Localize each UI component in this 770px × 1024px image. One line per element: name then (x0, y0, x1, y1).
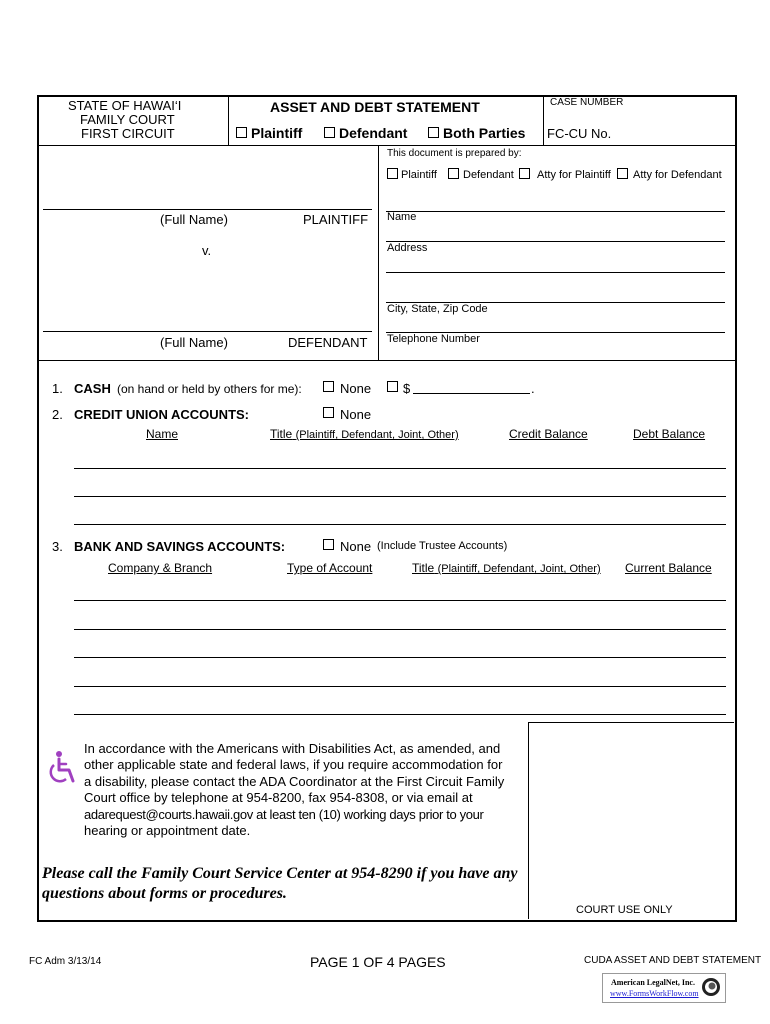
case-number-label: CASE NUMBER (550, 97, 624, 108)
form-title: ASSET AND DEBT STATEMENT (270, 99, 480, 115)
ada-line-3: a disability, please contact the ADA Coordinator at the First Circuit Family (84, 774, 505, 789)
credit-union-col-name: Name (146, 427, 179, 441)
bank-none-label: None (340, 539, 372, 554)
versus-label: v. (202, 243, 212, 258)
credit-union-none-label: None (340, 407, 372, 422)
vendor-url[interactable]: www.FormsWorkFlow.com (610, 989, 699, 998)
bank-number: 3. (52, 539, 63, 554)
service-center-line-2: questions about forms or procedures. (42, 885, 287, 902)
prepared-by-label: This document is prepared by: (387, 148, 522, 159)
credit-union-number: 2. (52, 407, 63, 422)
caption-divider (378, 145, 379, 360)
vendor-badge (602, 973, 726, 1003)
preparer-top-line (386, 211, 725, 212)
bank-entry-line-4[interactable] (74, 686, 726, 687)
preparer-name-label: Name (387, 211, 417, 223)
credit-union-title: CREDIT UNION ACCOUNTS: (74, 407, 250, 422)
filer-both-label: Both Parties (443, 125, 526, 141)
prepared-defendant-label: Defendant (463, 169, 514, 181)
header-divider-1 (228, 95, 229, 145)
ada-line-2: other applicable state and federal laws, if you require accommodation for (84, 757, 503, 772)
header-divider-2 (543, 95, 544, 145)
preparer-name-line[interactable] (386, 241, 725, 242)
credit-union-col-title-word: Title (270, 427, 293, 441)
prepared-atty-defendant-checkbox[interactable] (617, 168, 628, 179)
wheelchair-icon (45, 750, 77, 786)
ada-line-6: hearing or appointment date. (84, 823, 251, 838)
bank-entry-line-1[interactable] (74, 600, 726, 601)
credit-union-none-checkbox[interactable] (323, 407, 334, 418)
cash-currency-symbol: $ (403, 381, 411, 396)
credit-union-col-credit: Credit Balance (509, 427, 588, 441)
filer-plaintiff-checkbox[interactable] (236, 127, 247, 138)
bank-col-balance: Current Balance (625, 561, 712, 575)
bank-col-company: Company & Branch (108, 561, 213, 575)
court-line-1: STATE OF HAWAI‘I (68, 98, 182, 113)
vendor-logo-icon (701, 977, 721, 997)
filer-defendant-label: Defendant (339, 125, 408, 141)
plaintiff-role-label: PLAINTIFF (303, 212, 369, 227)
bank-col-title-note: (Plaintiff, Defendant, Joint, Other) (437, 563, 601, 575)
bank-col-title (412, 562, 601, 575)
defendant-role-label: DEFENDANT (288, 335, 368, 350)
credit-union-col-debt: Debt Balance (633, 427, 706, 441)
preparer-address-label: Address (387, 242, 428, 254)
prepared-atty-plaintiff-label: Atty for Plaintiff (537, 169, 611, 181)
credit-union-entry-line-1[interactable] (74, 468, 726, 469)
footer-doc-title: CUDA ASSET AND DEBT STATEMENT (584, 955, 762, 966)
filer-defendant-checkbox[interactable] (324, 127, 335, 138)
defendant-name-line[interactable] (43, 331, 372, 332)
cash-none-label: None (340, 381, 372, 396)
court-line-2: FAMILY COURT (80, 112, 175, 127)
bank-col-type: Type of Account (287, 561, 373, 575)
bank-entry-line-2[interactable] (74, 629, 726, 630)
filer-plaintiff-label: Plaintiff (251, 125, 303, 141)
preparer-address-line-1[interactable] (386, 272, 725, 273)
court-line-3: FIRST CIRCUIT (81, 126, 175, 141)
court-use-label: COURT USE ONLY (576, 904, 673, 916)
credit-union-entry-line-3[interactable] (74, 524, 726, 525)
bank-title: BANK AND SAVINGS ACCOUNTS: (74, 539, 286, 554)
header-bottom-rule (37, 145, 735, 146)
cash-period: . (531, 381, 535, 396)
ada-line-5[interactable]: adarequest@courts.hawaii.gov at least ten (10) working days prior to your (84, 807, 484, 822)
cash-amount-line[interactable] (413, 393, 530, 394)
prepared-atty-defendant-label: Atty for Defendant (633, 169, 722, 181)
court-use-box (528, 722, 734, 919)
service-center-line-1: Please call the Family Court Service Center at 954-8290 if you have any (42, 865, 518, 882)
ada-line-1: In accordance with the Americans with Disabilities Act, as amended, and (84, 741, 501, 756)
ada-line-4: Court office by telephone at 954-8200, fax 954-8308, or via email at (84, 790, 473, 805)
bank-none-note: (Include Trustee Accounts) (377, 540, 508, 552)
credit-union-col-title (270, 428, 459, 441)
cash-note: (on hand or held by others for me): (117, 382, 302, 396)
prepared-defendant-checkbox[interactable] (448, 168, 459, 179)
filer-both-checkbox[interactable] (428, 127, 439, 138)
plaintiff-name-line[interactable] (43, 209, 372, 210)
prepared-plaintiff-checkbox[interactable] (387, 168, 398, 179)
cash-number: 1. (52, 381, 63, 396)
vendor-name: American LegalNet, Inc. (611, 978, 695, 987)
form-id: FC Adm 3/13/14 (29, 956, 102, 967)
defendant-full-name-label: (Full Name) (160, 335, 228, 350)
bank-entry-line-3[interactable] (74, 657, 726, 658)
plaintiff-full-name-label: (Full Name) (160, 212, 228, 227)
prepared-plaintiff-label: Plaintiff (401, 169, 437, 181)
case-number-field[interactable]: FC-CU No. (547, 126, 612, 141)
credit-union-col-title-note: (Plaintiff, Defendant, Joint, Other) (295, 429, 459, 441)
preparer-city-label: City, State, Zip Code (387, 303, 488, 315)
cash-amount-checkbox[interactable] (387, 381, 398, 392)
preparer-phone-label: Telephone Number (387, 333, 480, 345)
bank-none-checkbox[interactable] (323, 539, 334, 550)
prepared-atty-plaintiff-checkbox[interactable] (519, 168, 530, 179)
bank-col-title-word: Title (412, 561, 435, 575)
page-count: PAGE 1 OF 4 PAGES (310, 954, 446, 970)
caption-bottom-rule (37, 360, 735, 361)
cash-none-checkbox[interactable] (323, 381, 334, 392)
cash-title: CASH (74, 381, 111, 396)
bank-entry-line-5[interactable] (74, 714, 726, 715)
credit-union-entry-line-2[interactable] (74, 496, 726, 497)
